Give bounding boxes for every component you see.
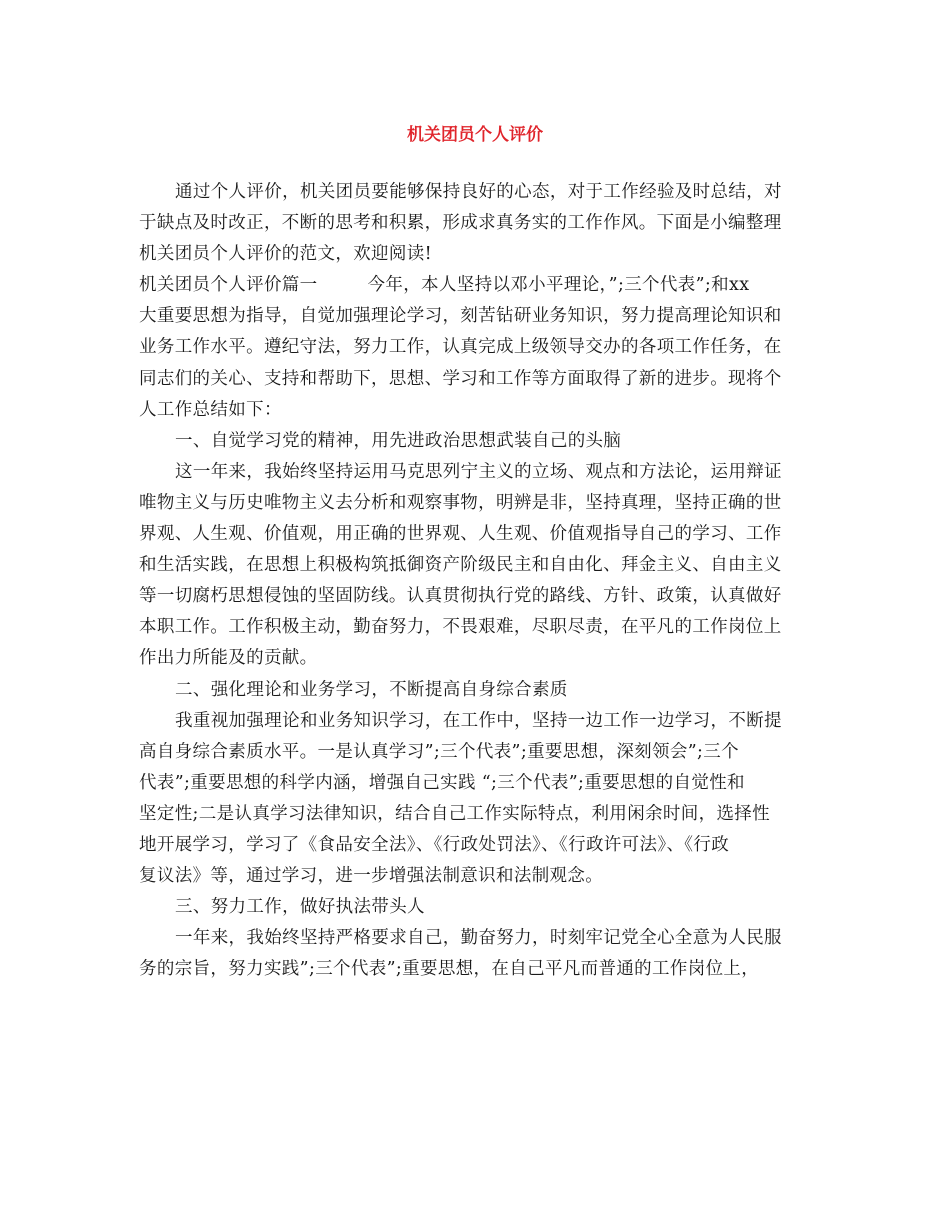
section-heading: 三、努力工作，做好执法带头人	[175, 897, 425, 918]
section-heading: 二、强化理论和业务学习，不断提高自身综合素质	[175, 679, 568, 700]
text-line: 一年来，我始终坚持严格要求自己，勤奋努力，时刻牢记党全心全意为人民服	[175, 928, 782, 949]
text-line: 机关团员个人评价的范文，欢迎阅读!	[139, 244, 432, 265]
text-line: 人工作总结如下：	[139, 399, 282, 420]
document-title: 机关团员个人评价	[407, 125, 543, 145]
text-line	[139, 270, 814, 301]
text-line: 我重视加强理论和业务知识学习，在工作中，坚持一边工作一边学习，不断提	[175, 710, 782, 731]
text-line: 等一切腐朽思想侵蚀的坚固防线。认真贯彻执行党的路线、方针、政策，认真做好	[139, 586, 782, 607]
text-line: 复议法》等，通过学习，进一步增强法制意识和法制观念。	[139, 866, 604, 887]
text-line: 通过个人评价，机关团员要能够保持良好的心态，对于工作经验及时总结，对	[175, 182, 782, 202]
text-line: 和生活实践，在思想上积极构筑抵御资产阶级民主和自由化、拜金主义、自由主义	[139, 555, 782, 576]
text-line: 同志们的关心、支持和帮助下，思想、学习和工作等方面取得了新的进步。现将个	[139, 368, 782, 389]
text-line: 这一年来，我始终坚持运用马克思列宁主义的立场、观点和方法论，运用辩证	[175, 461, 782, 482]
text-line: 本职工作。工作积极主动，勤奋努力，不畏艰难，尽职尽责，在平凡的工作岗位上	[139, 617, 782, 638]
document-body	[139, 177, 814, 985]
text-line: 唯物主义与历史唯物主义去分析和观察事物，明辨是非，坚持真理，坚持正确的世	[139, 492, 782, 513]
section-heading: 机关团员个人评价篇一	[139, 275, 318, 296]
text-line: 地开展学习，学习了《食品安全法》、《行政处罚法》、《行政许可法》、《行政	[139, 834, 730, 855]
section-heading: 一、自觉学习党的精神，用先进政治思想武装自己的头脑	[175, 430, 622, 451]
text-line: 坚定性;二是认真学习法律知识，结合自己工作实际特点，利用闲余时间，选择性	[139, 803, 770, 824]
text-line: 大重要思想为指导，自觉加强理论学习，刻苦钻研业务知识，努力提高理论知识和	[139, 306, 782, 327]
text-line: 于缺点及时改正，不断的思考和积累，形成求真务实的工作作风。下面是小编整理	[139, 213, 782, 234]
text-fragment: 今年，本人坚持以邓小平理论，”;三个代表”;和xx	[367, 275, 750, 296]
text-line: 作出力所能及的贡献。	[139, 648, 318, 669]
text-line: 业务工作水平。遵纪守法，努力工作，认真完成上级领导交办的各项工作任务，在	[139, 337, 782, 358]
text-line: 界观、人生观、价值观，用正确的世界观、人生观、价值观指导自己的学习、工作	[139, 524, 782, 545]
text-line: 务的宗旨，努力实践”;三个代表”;重要思想，在自己平凡而普通的工作岗位上，	[139, 959, 760, 980]
text-line: 高自身综合素质水平。一是认真学习”;三个代表”;重要思想，深刻领会”;三个	[139, 741, 739, 762]
text-line: 代表”;重要思想的科学内涵，增强自己实践 “;三个代表”;重要思想的自觉性和	[139, 772, 745, 793]
